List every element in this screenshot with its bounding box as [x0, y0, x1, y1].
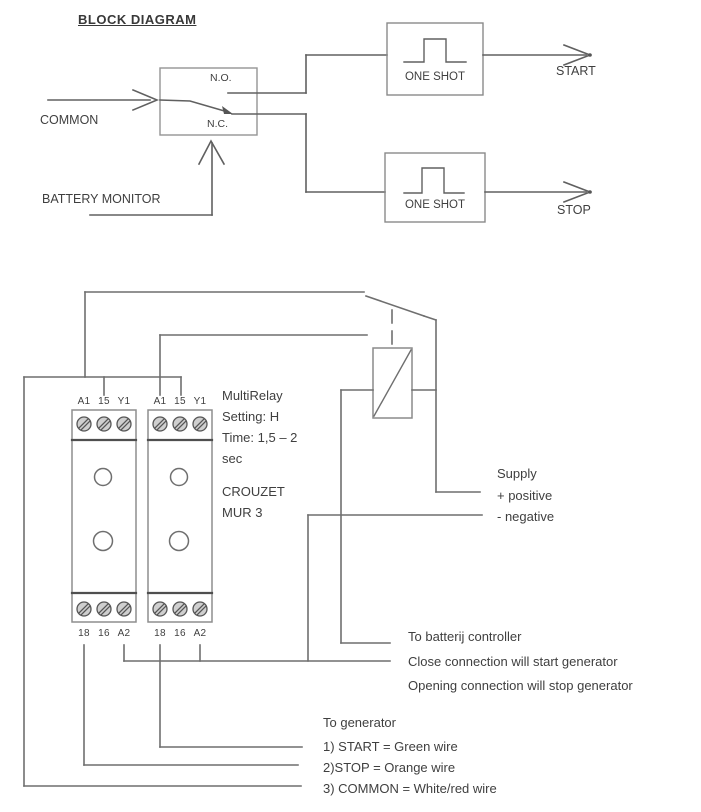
- screw-terminal-icon: [153, 602, 167, 616]
- screw-terminal-icon: [117, 602, 131, 616]
- relay1-terminal-16-label: 16: [98, 628, 110, 639]
- relay1-terminal-y1-label: Y1: [117, 396, 131, 407]
- indicator-hole: [95, 469, 112, 486]
- battery-monitor-input-label: BATTERY MONITOR: [42, 192, 161, 206]
- timer-module-1: [72, 410, 136, 622]
- feed-line-2: [160, 335, 367, 395]
- relay1-terminal-a1-label: A1: [77, 396, 91, 407]
- timer-module-2: [148, 410, 212, 622]
- a2-negative-bus: [124, 645, 390, 661]
- screw-terminal-icon: [97, 602, 111, 616]
- screw-terminal-icon: [153, 417, 167, 431]
- relay2-terminal-y1-label: Y1: [193, 396, 207, 407]
- screw-terminal-icon: [77, 602, 91, 616]
- relay-coil-symbol: [341, 348, 436, 418]
- common-input-label: COMMON: [40, 113, 99, 127]
- generator-note-common: 3) COMMON = White/red wire: [323, 781, 497, 796]
- control-relay-switch: [366, 296, 436, 492]
- relay2-terminal-16-label: 16: [174, 628, 186, 639]
- supply-title: Supply: [497, 466, 537, 481]
- screw-terminal-icon: [77, 417, 91, 431]
- arm-arrowhead-icon: [222, 106, 233, 114]
- relay2-terminal-a1-label: A1: [153, 396, 167, 407]
- one-shot-pulse-icon: [404, 168, 464, 193]
- relay2-terminal-18-label: 18: [154, 628, 166, 639]
- generator-note-title: To generator: [323, 715, 396, 730]
- relay1-terminal-a2-label: A2: [117, 628, 131, 639]
- screw-terminal-icon: [193, 417, 207, 431]
- one-shot-top-label: ONE SHOT: [404, 71, 466, 83]
- screw-terminal-icon: [117, 417, 131, 431]
- relay-note-line: Setting: H: [222, 409, 280, 424]
- one-shot-bottom-label: ONE SHOT: [404, 199, 466, 211]
- indicator-hole: [94, 532, 113, 551]
- no-lead-wire: [228, 55, 387, 93]
- brand-name: CROUZET: [222, 484, 285, 499]
- relay-note-line: MultiRelay: [222, 388, 283, 403]
- generator-note-start: 1) START = Green wire: [323, 739, 458, 754]
- supply-positive-label: + positive: [497, 488, 553, 503]
- relay1-terminal-15-label: 15: [98, 396, 110, 407]
- supply-negative-label: - negative: [497, 509, 555, 524]
- relay-no-label: N.O.: [210, 72, 232, 84]
- relay-note-line: sec: [222, 451, 243, 466]
- stop-output-wire: [485, 182, 592, 202]
- start-output-wire: [483, 45, 592, 65]
- nc-lead-wire: [232, 114, 385, 192]
- generator-note-stop: 2)STOP = Orange wire: [323, 760, 456, 775]
- relay2-terminal-15-label: 15: [174, 396, 186, 407]
- battery-controller-note: Close connection will start generator: [408, 654, 618, 669]
- common-input-arrow: [48, 90, 157, 110]
- screw-terminal-icon: [193, 602, 207, 616]
- page-title: BLOCK DIAGRAM: [78, 12, 197, 27]
- relay-nc-label: N.C.: [207, 118, 228, 130]
- terminal15-bus: [24, 377, 181, 395]
- stop-output-label: STOP: [557, 203, 591, 217]
- battery-controller-note: To batterij controller: [408, 629, 522, 644]
- battery-controller-note: Opening connection will stop generator: [408, 678, 633, 693]
- changeover-arm: [160, 100, 233, 114]
- screw-terminals: [77, 417, 207, 616]
- one-shot-pulse-icon: [404, 39, 466, 62]
- screw-terminal-icon: [173, 417, 187, 431]
- battery-controller-wire: [341, 390, 390, 643]
- start-output-label: START: [556, 64, 596, 78]
- relay1-terminal-18-label: 18: [78, 628, 90, 639]
- relay2-terminal-a2-label: A2: [193, 628, 207, 639]
- screw-terminal-icon: [97, 417, 111, 431]
- brand-model: MUR 3: [222, 505, 263, 520]
- screw-terminal-icon: [173, 602, 187, 616]
- relay-note-line: Time: 1,5 – 2: [222, 430, 298, 445]
- indicator-hole: [171, 469, 188, 486]
- indicator-hole: [170, 532, 189, 551]
